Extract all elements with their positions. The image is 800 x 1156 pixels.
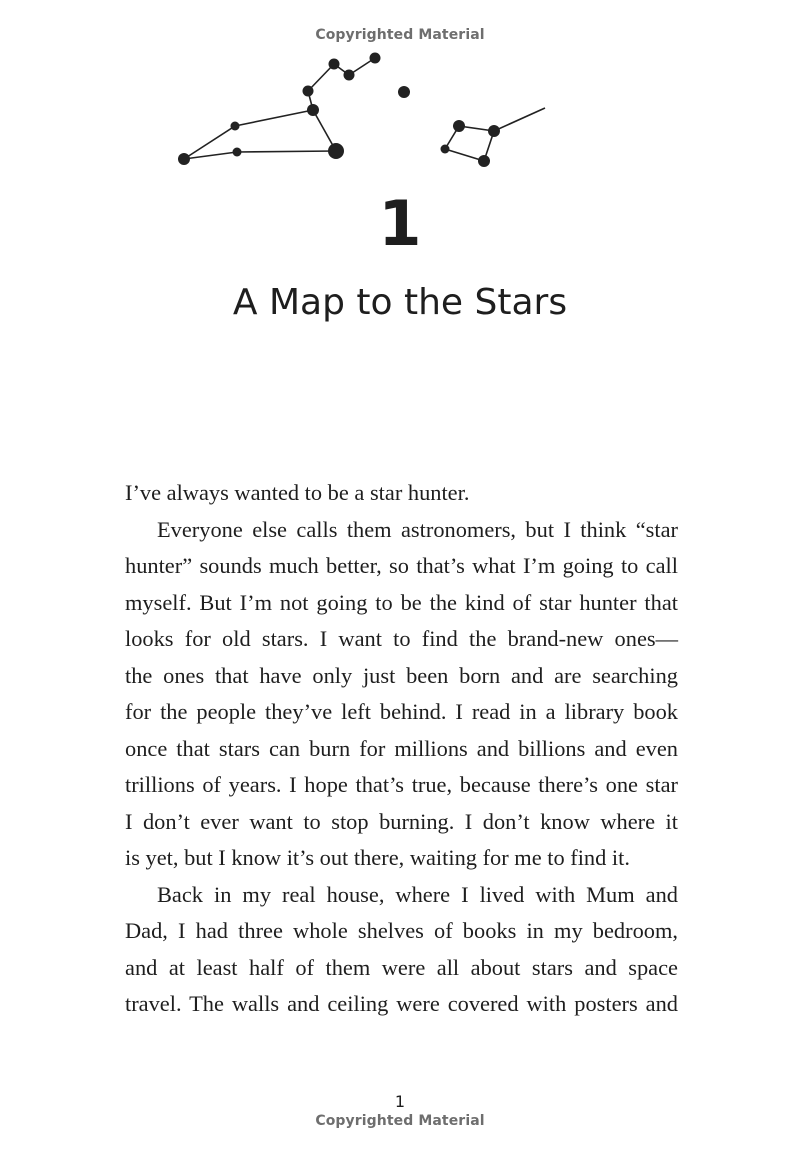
text-line: looks for old stars. I want to find the brand-new ones— — [125, 626, 678, 651]
text-line: once that stars can burn for millions and billions and even — [125, 735, 678, 761]
text-line: trillions of years. I hope that’s true, because there’s one star — [125, 772, 678, 797]
page-number: 1 — [394, 1092, 406, 1111]
text-line: the ones that have only just been born and are searching — [125, 662, 678, 688]
text-line: and at least half of them were all about stars and space — [125, 954, 678, 980]
chapter-number: 1 — [378, 187, 422, 260]
chapter-body-text — [125, 475, 678, 1023]
text-line: Everyone else calls them astronomers, but I think “star — [157, 516, 678, 542]
text-line: Back in my real house, where I lived with Mum and — [157, 881, 678, 907]
text-line: travel. The walls and ceiling were covered with posters and — [125, 991, 678, 1016]
text-line: hunter” sounds much better, so that’s what I’m going to call — [125, 553, 678, 578]
text-line: Dad, I had three whole shelves of books in my bedroom, — [125, 918, 678, 943]
constellation-icon — [0, 0, 800, 180]
chapter-title: A Map to the Stars — [232, 282, 568, 323]
copyright-watermark-top: Copyrighted Material — [315, 27, 485, 43]
copyright-watermark-bottom: Copyrighted Material — [315, 1113, 485, 1129]
text-line: for the people they’ve left behind. I read in a library book — [125, 699, 678, 724]
text-line: is yet, but I know it’s out there, waiting for me to find it. — [125, 845, 630, 870]
text-line: I don’t ever want to stop burning. I don’t know where it — [125, 808, 678, 834]
text-line: I’ve always wanted to be a star hunter. — [125, 480, 470, 505]
text-line: myself. But I’m not going to be the kind of star hunter that — [125, 589, 678, 615]
